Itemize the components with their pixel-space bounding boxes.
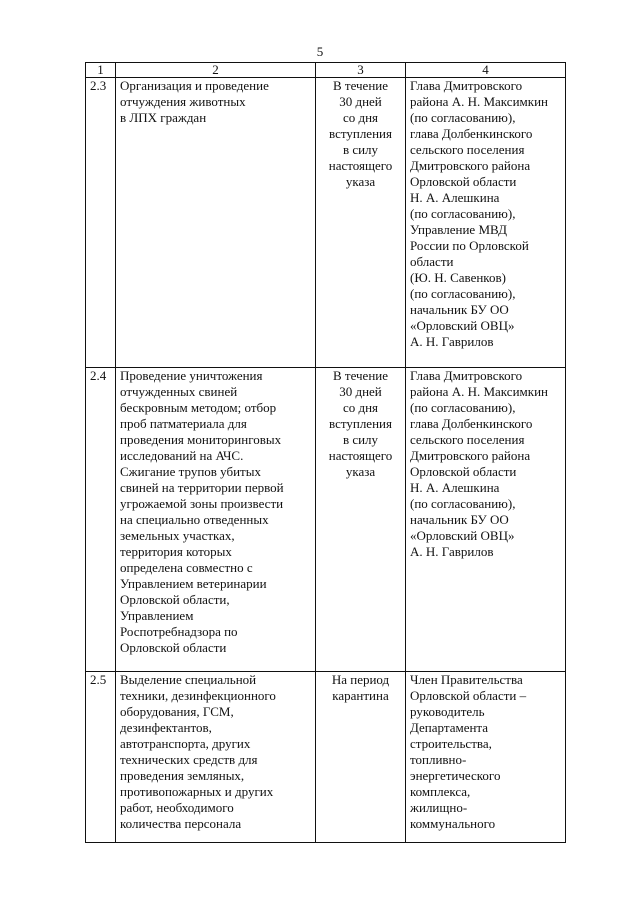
column-header: 4 [406, 63, 566, 78]
measures-table [85, 62, 566, 843]
table-row [86, 78, 566, 368]
column-header: 3 [316, 63, 406, 78]
column-header: 2 [116, 63, 316, 78]
responsible-persons: Глава Дмитровского района А. Н. Максимкин (по согласованию), глава Долбенкинского сельского поселения Дмитровского района Орловской области Н. А. Алешкина (по согласованию), Управление МВД России по Орловской области (Ю. Н. Савенков) (по согласованию), начальник БУ ОО «Орловский ОВЦ» А. Н. Гаврилов [406, 78, 566, 368]
responsible-persons: Глава Дмитровского района А. Н. Максимкин (по согласованию), глава Долбенкинского сельского поселения Дмитровского района Орловской области Н. А. Алешкина (по согласованию), начальник БУ ОО «Орловский ОВЦ» А. Н. Гаврилов [406, 368, 566, 672]
table-row [86, 368, 566, 672]
item-number: 2.5 [86, 672, 116, 843]
page-number: 5 [316, 44, 324, 59]
measure-description: Выделение специальной техники, дезинфекционного оборудования, ГСМ, дезинфектантов, автотранспорта, других технических средств для проведения земляных, противопожарных и других работ, необходимого количества персонала [116, 672, 316, 843]
table-header-row [86, 63, 566, 78]
responsible-persons: Член Правительства Орловской области – руководитель Департамента строительства, топливно- энергетического комплекса, жилищно- коммунального [406, 672, 566, 843]
item-number: 2.3 [86, 78, 116, 368]
item-number: 2.4 [86, 368, 116, 672]
measure-description: Проведение уничтожения отчужденных свиней бескровным методом; отбор проб патматериала для проведения мониторинговых исследований на АЧС. Сжигание трупов убитых свиней на территории первой угрожаемой зоны произвести на специально отведенных земельных участках, территория которых определена совместно с Управлением ветеринарии Орловской области, Управлением Роспотребнадзора по Орловской области [116, 368, 316, 672]
deadline: На период карантина [316, 672, 406, 843]
column-header: 1 [86, 63, 116, 78]
table-row [86, 672, 566, 843]
deadline: В течение 30 дней со дня вступления в силу настоящего указа [316, 78, 406, 368]
deadline: В течение 30 дней со дня вступления в силу настоящего указа [316, 368, 406, 672]
measure-description: Организация и проведение отчуждения животных в ЛПХ граждан [116, 78, 316, 368]
